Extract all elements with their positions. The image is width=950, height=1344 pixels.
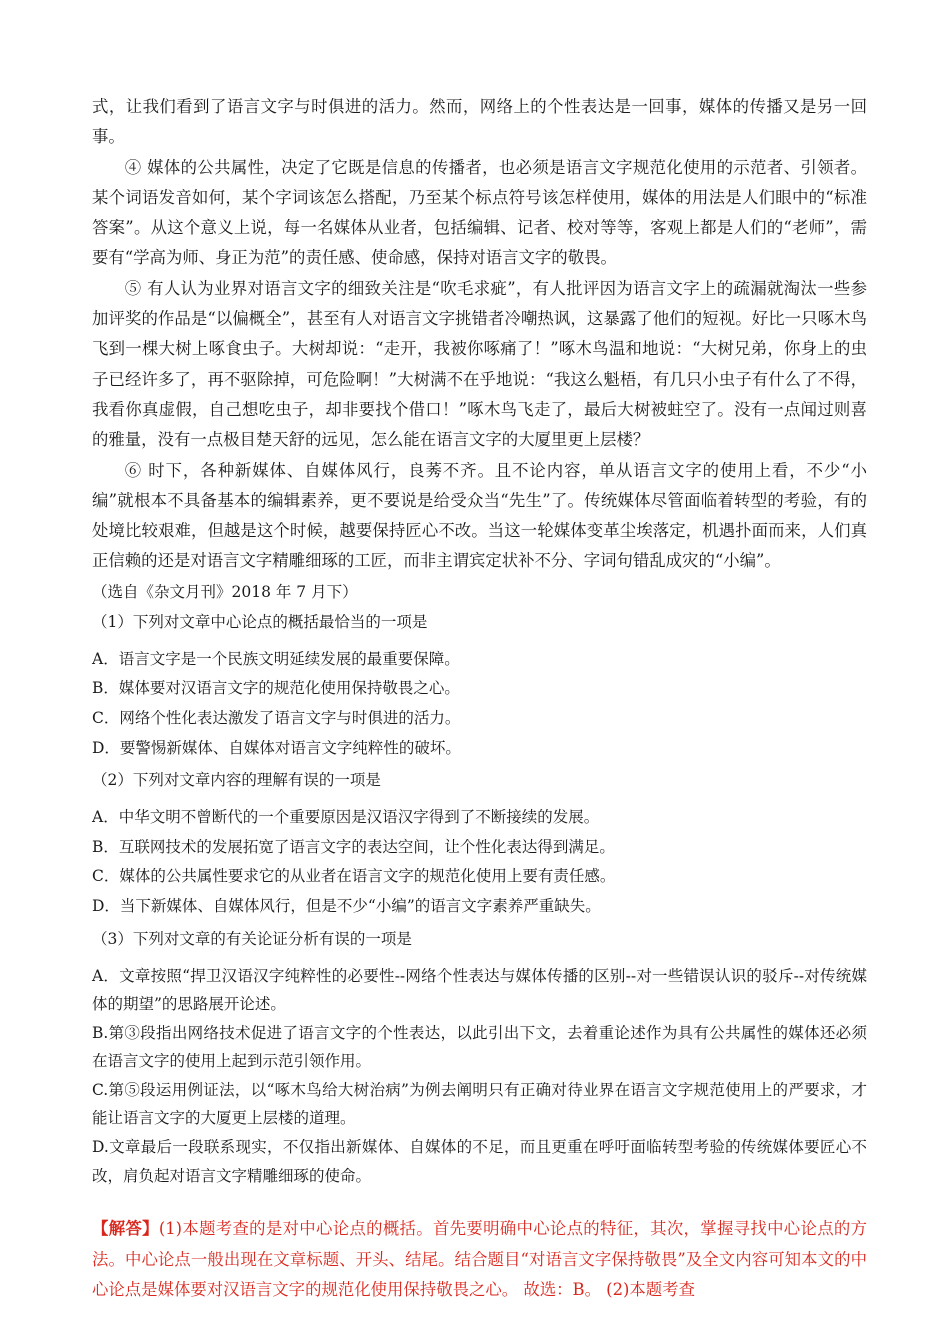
question-1-options bbox=[92, 645, 867, 763]
question-3-option-c: C.第⑤段运用例证法，以“啄木鸟给大树治病”为例去阐明只有正确对待业界在语言文字规范使用上的严要求，才能让语言文字的大厦更上层楼的道理。 bbox=[92, 1080, 867, 1128]
passage-paragraph: 式，让我们看到了语言文字与时俱进的活力。然而，网络上的个性表达是一回事，媒体的传播又是另一回事。 bbox=[92, 97, 867, 147]
answer-text: (1)本题考查的是对中心论点的概括。首先要明确中心论点的特征，其次，掌握寻找中心论点的方法。中心论点一般出现在文章标题、开头、结尾。结合题目“对语言文字保持敬畏”及全文内容可知本文的中心论点是媒体要对汉语言文字的规范化使用保持敬畏之心。 故选：B。 (2)本题考查 bbox=[92, 1219, 867, 1299]
document-page bbox=[92, 92, 867, 1305]
passage-paragraph-4: ④ 媒体的公共属性，决定了它既是信息的传播者，也必须是语言文字规范化使用的示范者、引领者。某个词语发音如何，某个字词该怎么搭配，乃至某个标点符号该怎样使用，媒体的用法是人们眼中的“标准答案”。从这个意义上说，每一名媒体从业者，包括编辑、记者、校对等等，客观上都是人们的“老师”，需要有“学高为师、身正为范”的责任感、使命感，保持对语言文字的敬畏。 bbox=[92, 157, 867, 268]
passage-source: （选自《杂文月刊》2018 年 7 月下） bbox=[92, 582, 358, 601]
question-1-option-c: C．网络个性化表达激发了语言文字与时俱进的活力。 bbox=[92, 708, 461, 727]
question-3-option-b: B.第③段指出网络技术促进了语言文字的个性表达，以此引出下文，去着重论述作为具有公共属性的媒体还必须在语言文字的使用上起到示范引领作用。 bbox=[92, 1023, 867, 1071]
question-1-option-a: A．语言文字是一个民族文明延续发展的最重要保障。 bbox=[92, 649, 460, 668]
question-1-option-b: B．媒体要对汉语言文字的规范化使用保持敬畏之心。 bbox=[92, 679, 460, 698]
question-2-option-c: C．媒体的公共属性要求它的从业者在语言文字的规范化使用上要有责任感。 bbox=[92, 867, 616, 886]
question-2-option-d: D．当下新媒体、自媒体风行，但是不少“小编”的语言文字素养严重缺失。 bbox=[92, 896, 601, 915]
question-3-option-a: A．文章按照“捍卫汉语汉字纯粹性的必要性--网络个性表达与媒体传播的区别--对一些错误认识的驳斥--对传统媒体的期望”的思路展开论述。 bbox=[92, 966, 867, 1014]
passage-paragraph-6: ⑥ 时下，各种新媒体、自媒体风行，良莠不齐。且不论内容，单从语言文字的使用上看，不少“小编”就根本不具备基本的编辑素养，更不要说是给受众当“先生”了。传统媒体尽管面临着转型的考验，有的处境比较艰难，但越是这个时候，越要保持匠心不改。当这一轮媒体变革尘埃落定，机遇扑面而来，人们真正信赖的还是对语言文字精雕细琢的工匠，而非主谓宾定状补不分、字词句错乱成灾的“小编”。 bbox=[92, 460, 867, 571]
question-3-option-d: D.文章最后一段联系现实，不仅指出新媒体、自媒体的不足，而且更重在呼吁面临转型考验的传统媒体要匠心不改，肩负起对语言文字精雕细琢的使命。 bbox=[92, 1138, 867, 1185]
question-2-prompt: （2）下列对文章内容的理解有误的一项是 bbox=[92, 771, 381, 790]
answer-tag: 【解答】 bbox=[92, 1219, 159, 1239]
question-2-option-a: A．中华文明不曾断代的一个重要原因是汉语汉字得到了不断接续的发展。 bbox=[92, 808, 600, 827]
question-2-options bbox=[92, 803, 867, 921]
question-3-options bbox=[92, 962, 867, 1191]
passage-paragraph-5: ⑤ 有人认为业界对语言文字的细致关注是“吹毛求疵”，有人批评因为语言文字上的疏漏就淘汰一些参加评奖的作品是“以偏概全”，甚至有人对语言文字挑错者冷嘲热讽，这暴露了他们的短视。好比一只啄木鸟飞到一棵大树上啄食虫子。大树却说：“走开，我被你啄痛了！”啄木鸟温和地说：“大树兄弟，你身上的虫子已经许多了，再不驱除掉，可危险啊！”大树满不在乎地说：“我这么魁梧，有几只小虫子有什么了不得，我看你真虚假，自己想吃虫子，却非要找个借口！”啄木鸟飞走了，最后大树被蛀空了。没有一点闻过则喜的雅量，没有一点极目楚天舒的远见，怎么能在语言文字的大厦里更上层楼？ bbox=[92, 278, 867, 450]
question-3-prompt: （3）下列对文章的有关论证分析有误的一项是 bbox=[92, 929, 412, 948]
question-2-option-b: B．互联网技术的发展拓宽了语言文字的表达空间，让个性化表达得到满足。 bbox=[92, 837, 615, 856]
question-1-prompt: （1）下列对文章中心论点的概括最恰当的一项是 bbox=[92, 612, 428, 631]
question-1-option-d: D．要警惕新媒体、自媒体对语言文字纯粹性的破坏。 bbox=[92, 738, 461, 757]
answer-block bbox=[92, 1214, 867, 1305]
